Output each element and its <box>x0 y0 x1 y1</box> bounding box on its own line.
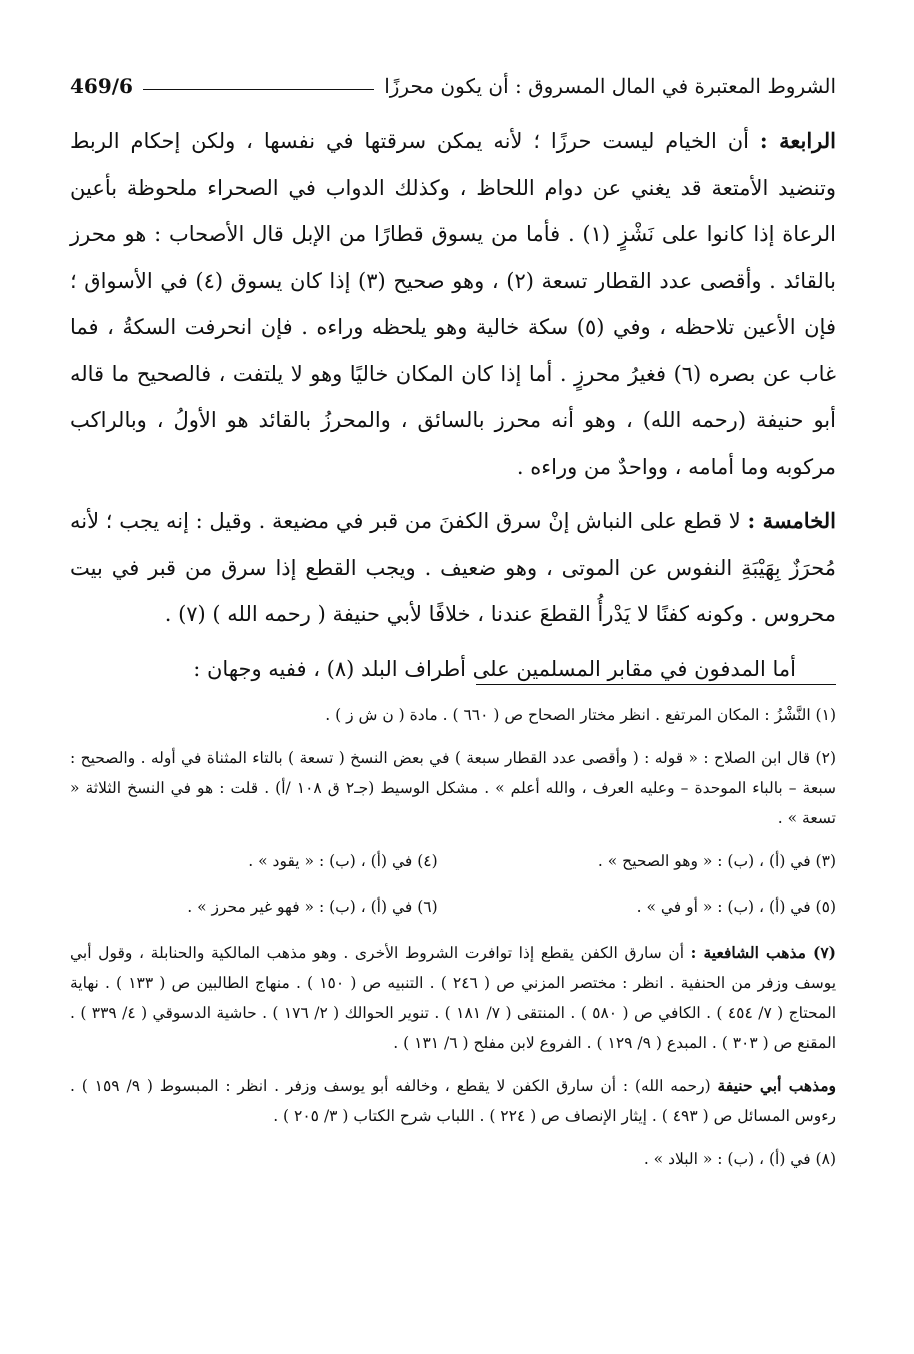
paragraph-lead: الخامسة : <box>747 508 836 533</box>
header-rule <box>143 89 374 90</box>
footnote-text: أن سارق الكفن يقطع إذا توافرت الشروط الأخرى . وهو مذهب المالكية والحنابلة ، وقول أبي يوسف وزفر من الحنفية . انظر : مختصر المزني ص ( ٢٤٦ ) . التنبيه ص ( ١٥٠ ) . منهاج الطالبين ص ( ١٣٣ ) . نهاية المحتاج ( ٧/ ٤٥٤ ) . الكافي ص ( ٥٨٠ ) . المنتقى ( ٧/ ١٨١ ) . تنوير الحوالك ( ٢/ ١٧٦ ) . حاشية الدسوقي ( ٤/ ٣٣٩ ) . المقنع ص ( ٣٠٣ ) . المبدع ( ٩/ ١٢٩ ) . الفروع لابن مفلح ( ٦/ ١٣١ ) . <box>70 944 837 1052</box>
footnote-text: (رحمه الله) : أن سارق الكفن لا يقطع ، وخالفه أبو يوسف وزفر . انظر : المبسوط ( ٩/ ١٥٩ ) . رءوس المسائل ص ( ٤٩٣ ) . إيثار الإنصاف ص ( ٢٢٤ ) . اللباب شرح الكتاب ( ٣/ ٢٠٥ ) . <box>70 1077 836 1125</box>
main-text <box>70 118 836 700</box>
footnote-8: (٨) في (أ) ، (ب) : « البلاد » . <box>643 1150 836 1168</box>
footnote-separator <box>476 684 836 685</box>
header-title: الشروط المعتبرة في المال المسروق : أن يكون محرزًا <box>384 74 836 98</box>
footnote-4: (٤) في (أ) ، (ب) : « يقود » . <box>248 852 438 870</box>
paragraph-fourth <box>70 118 836 490</box>
footnote-1: (١) النَّشْزُ : المكان المرتفع . انظر مختار الصحاح ص ( ٦٦٠ ) . مادة ( ن ش ز ) . <box>325 706 836 724</box>
footnote-5: (٥) في (أ) ، (ب) : « أو في » . <box>636 898 836 916</box>
paragraph-text: لا قطع على النباش إنْ سرق الكفنَ من قبر في مضيعة . وقيل : إنه يجب ؛ لأنه مُحرَزٌ بِهَيْبَةِ النفوس عن الموتى ، وهو ضعيف . ويجب القطع إذا سرق من قبر في بيت محروس . وكونه كفنًا لا يَدْرأُ القطعَ عندنا ، خلافًا لأبي حنيفة ( رحمه الله ) (٧) . <box>70 509 836 626</box>
footnote-3: (٣) في (أ) ، (ب) : « وهو الصحيح » . <box>597 852 836 870</box>
footnote-7b <box>70 1071 836 1131</box>
footnote-2: (٢) قال ابن الصلاح : « قوله : ( وأقصى عدد القطار سبعة ) في بعض النسخ ( تسعة ) بالتاء المثناة في أوله . والصحيح : سبعة – بالباء الموحدة – وعليه العرف ، والله أعلم » . مشكل الوسيط (جـ٢ ق ١٠٨ /أ) . قلت : هو في النسخ الثلاثة « تسعة » . <box>70 749 836 827</box>
paragraph-text: أن الخيام ليست حرزًا ؛ لأنه يمكن سرقتها في نفسها ، ولكن إحكام الربط وتنضيد الأمتعة قد يغني عن دوام اللحاظ ، وكذلك الدواب في الصحراء ملحوظة بأعين الرعاة إذا كانوا على نَشْزٍ (١) . فأما من يسوق قطارًا من الإبل قال الأصحاب : هو محرز بالقائد . وأقصى عدد القطار تسعة (٢) ، وهو صحيح (٣) إذا كان يسوق (٤) في الأسواق ؛ فإن الأعين تلاحظه ، وفي (٥) سكة خالية وهو يلحظه وراءه . فإن انحرفت السكةُ ، فما غاب عن بصره (٦) فغيرُ محرزٍ . أما إذا كان المكان خاليًا وهو لا يلتفت ، فالصحيح ما قاله أبو حنيفة (رحمه الله) ، وهو أنه محرز بالسائق ، والمحرزُ بالقائد هو الأولُ ، وبالراكب مركوبه وما أمامه ، وواحدٌ من وراءه . <box>70 129 836 479</box>
running-header <box>70 58 836 98</box>
footnote-7 <box>70 938 836 1058</box>
footnote-6: (٦) في (أ) ، (ب) : « فهو غير محرز » . <box>187 898 438 916</box>
footnote-row <box>70 846 836 876</box>
paragraph-fifth <box>70 498 836 638</box>
page-number: 469/6 <box>70 74 133 98</box>
paragraph-lead: الرابعة : <box>759 128 837 153</box>
footnotes <box>70 700 836 1187</box>
footnote-lead: ومذهب أبي حنيفة <box>717 1076 837 1095</box>
paragraph-buried: أما المدفون في مقابر المسلمين على أطراف البلد (٨) ، ففيه وجهان : <box>193 656 796 681</box>
footnote-row <box>70 892 836 922</box>
footnote-lead: (٧) مذهب الشافعية : <box>690 943 837 962</box>
